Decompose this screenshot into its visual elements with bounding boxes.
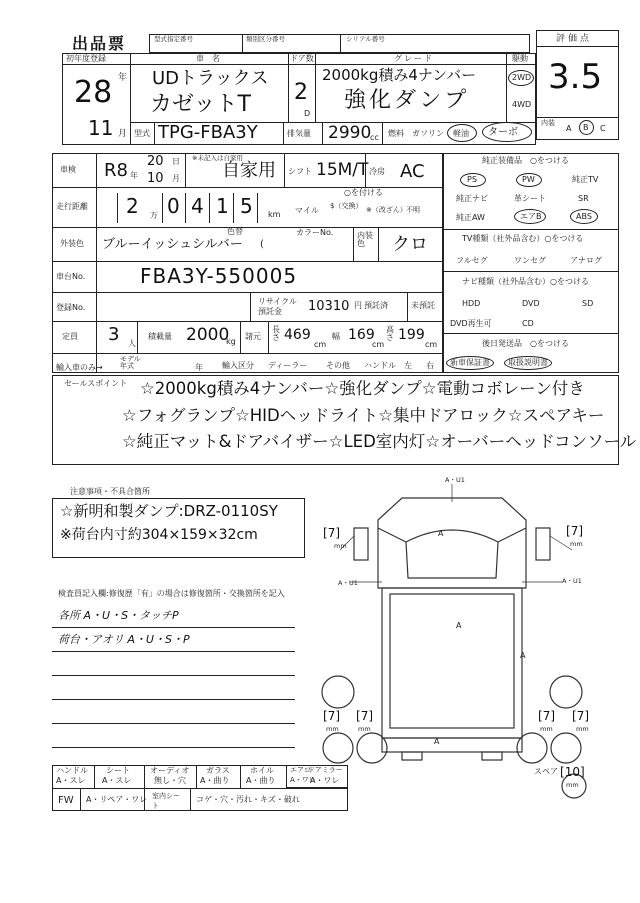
import-handle-label: ハンドル — [364, 361, 396, 370]
month-unit: 月 — [118, 129, 128, 139]
length-unit: cm — [314, 340, 327, 349]
legend-v4: A・曲り — [200, 776, 230, 785]
tread-rr1: [7] — [538, 709, 556, 723]
year-value: 28 — [74, 75, 113, 110]
legend-h5: ホイル — [250, 766, 274, 775]
inspection-month-unit: 月 — [172, 174, 180, 183]
legend-v6: A・ワレ — [290, 776, 316, 784]
legend-v1: A・スレ — [56, 776, 86, 785]
displacement-value: 2990 — [328, 123, 372, 143]
left-mirror — [354, 528, 368, 560]
mileage-man-unit: 万 — [150, 211, 158, 220]
spare-unit: mm — [566, 781, 579, 789]
height-value: 199 — [398, 327, 425, 343]
inspector-line2: 荷台・アオリ A・U・S・P — [58, 633, 190, 646]
interior-color-label: 内装色 — [357, 231, 373, 248]
eq-leather: 革シート — [514, 194, 546, 203]
rear-left-wheel-outer — [323, 733, 353, 763]
model-type-label: 型式 — [134, 129, 150, 138]
color-paren: ( — [260, 239, 264, 250]
inspection-day: 20 — [147, 154, 164, 169]
right-mirror — [536, 528, 550, 560]
legend-v3: 無し・穴 — [154, 776, 186, 785]
legend-v7-text: A・ワレ — [310, 776, 340, 785]
navi-dvd: DVD — [522, 299, 540, 308]
sales-line2: ☆フォグランプ☆HIDヘッドライト☆集中ドアロック☆スペアキー — [122, 406, 605, 425]
tread-rr1-unit: mm — [540, 725, 553, 733]
tread-rl2-unit: mm — [358, 725, 371, 733]
width-label: 幅 — [332, 332, 340, 341]
height-unit: cm — [425, 340, 438, 349]
year-unit: 年 — [118, 73, 128, 83]
sheet-title: 出品票 — [72, 34, 127, 53]
car-name-label: 車名 — [196, 54, 228, 63]
tread-rl2: [7] — [356, 709, 374, 723]
drive-2wd: 2WD — [512, 73, 532, 82]
import-right: 右 — [426, 361, 434, 370]
model-year-label: モデル年式 — [120, 355, 141, 370]
dims-label: 諸元 — [245, 332, 261, 341]
diagram-au-left: A・U1 — [338, 579, 358, 587]
dvd-play: DVD再生可 — [450, 319, 492, 328]
color-note: 色替 — [227, 227, 243, 236]
doors-label: ドア数 — [290, 54, 314, 63]
spare-label: スペア — [534, 767, 558, 776]
capacity-unit: 人 — [128, 339, 136, 348]
tread-fl: [7] — [323, 526, 341, 540]
fuel-turbo: ターボ — [488, 127, 518, 138]
import-other: その他 — [326, 361, 350, 370]
color-value: ブルーイッシュシルバー — [102, 237, 243, 252]
inspector-line1: 各所 A・U・S・タッチP — [58, 609, 179, 622]
mileage-digit-2: 4 — [191, 194, 204, 218]
legend-h1: ハンドル — [56, 766, 88, 775]
displacement-unit: cc — [370, 133, 379, 142]
recycle-not-deposited: 未預託 — [411, 301, 435, 310]
recycle-deposited: 預託済 — [364, 301, 388, 310]
cargo-bed — [382, 588, 522, 738]
notes-line2: ※荷台内寸約304×159×32cm — [60, 527, 258, 543]
drive-4wd: 4WD — [512, 100, 532, 109]
legend-v5: A・曲り — [246, 776, 276, 785]
tread-rl1-unit: mm — [326, 725, 339, 733]
score-label: 評価点 — [556, 34, 593, 44]
rear-bumper — [382, 738, 522, 752]
dvd-cd: CD — [522, 319, 534, 328]
month-value: 11 — [88, 116, 114, 140]
import-dealer: ディーラー — [268, 361, 308, 370]
score-value: 3.5 — [548, 57, 603, 97]
eq-aw: 純正AW — [456, 213, 485, 222]
interior-c: C — [600, 124, 606, 133]
legend-seat-values: コゲ・穴・汚れ・キズ・破れ — [196, 795, 300, 804]
tread-rr2: [7] — [572, 709, 590, 723]
diagram-cab-a: A — [438, 529, 444, 538]
load-label: 積載量 — [148, 332, 172, 341]
capacity-label: 定員 — [62, 332, 78, 341]
ac-value: AC — [400, 161, 425, 182]
shift-label: シフト — [288, 167, 312, 176]
diagram-au-top: A・U1 — [445, 476, 465, 484]
navi-title: ナビ種類（社外品含む）○をつける — [462, 277, 589, 286]
load-value: 2000 — [186, 325, 230, 345]
tread-rr2-unit: mm — [576, 725, 589, 733]
rear-right-wheel-outer — [551, 733, 581, 763]
registration-label: 登録No. — [56, 303, 86, 312]
shift-value: 15M/T — [316, 160, 369, 180]
grade-line1: 2000kg積み4ナンバー — [322, 66, 477, 84]
eq-sr: SR — [578, 194, 589, 203]
diagram-au-right: A・U1 — [562, 577, 582, 585]
recycle-label: リサイクル預託金 — [258, 297, 297, 316]
width-unit: cm — [372, 340, 385, 349]
interior-a: A — [566, 124, 572, 133]
chassis-value: FBA3Y-550005 — [140, 264, 298, 288]
chassis-label: 車台No. — [56, 272, 86, 281]
windshield — [406, 530, 498, 578]
mileage-label: 走行距離 — [56, 202, 88, 211]
mileage-digit-3: 1 — [216, 194, 229, 218]
eq-tv: 純正TV — [572, 175, 599, 184]
recycle-unit: 円 — [354, 301, 362, 310]
legend-h2: シート — [106, 766, 130, 775]
mileage-digit-1: 0 — [167, 194, 180, 218]
diagram-side-a1: A — [520, 651, 526, 660]
car-name-value: カゼットT — [150, 92, 251, 117]
color-no-label: カラーNo. — [296, 228, 334, 237]
tread-fl-unit: mm — [334, 542, 347, 550]
inspection-era-unit: 年 — [130, 171, 138, 180]
model-code-label: 型式指定番号 — [154, 35, 193, 43]
interior-label: 内装 — [541, 119, 555, 127]
recycle-value: 10310 — [308, 299, 350, 314]
vehicle-diagram — [310, 470, 630, 800]
legend-h4: ガラス — [206, 766, 230, 775]
first-reg-label: 初年度登録 — [66, 54, 106, 63]
navi-sd: SD — [582, 299, 594, 308]
tread-fr-unit: mm — [570, 540, 583, 548]
tread-fr: [7] — [566, 524, 584, 538]
mileage-tamper: ※（改ざん） — [366, 206, 407, 214]
legend-h7-text: ドアミラー — [308, 766, 343, 774]
later-manual: 取扱説明書 — [508, 358, 548, 367]
grade-label: グレード — [394, 54, 434, 63]
eq-airbag: エアB — [520, 212, 542, 221]
legend-h3: オーディオ — [150, 766, 190, 775]
eq-ps: PS — [467, 175, 477, 184]
mileage-man: 2 — [126, 194, 139, 218]
inspection-use: 自家用 — [222, 160, 276, 181]
mileage-digit-4: 5 — [240, 194, 253, 218]
tv-title: TV種類（社外品含む）○をつける — [462, 234, 584, 243]
import-left: 左 — [404, 361, 412, 370]
model-year-unit: 年 — [195, 363, 203, 372]
height-label: 高さ — [386, 325, 394, 342]
legend-fw-values: A・リペア・ワレ — [86, 795, 148, 804]
color-label: 外装色 — [60, 239, 84, 248]
mileage-mile: マイル — [295, 206, 319, 215]
tv-analog: アナログ — [570, 256, 602, 265]
front-right-wheel — [550, 676, 582, 708]
sales-label: セールスポイント — [64, 379, 128, 388]
navi-hdd: HDD — [462, 299, 481, 308]
displacement-label: 排気量 — [287, 129, 311, 138]
equipment-title: 純正装備品 ○をつける — [482, 156, 569, 165]
front-left-wheel — [322, 676, 354, 708]
serial-label: シリアル番号 — [346, 35, 385, 43]
eq-pw: PW — [522, 175, 535, 184]
doors-value: 2 — [294, 80, 308, 105]
mileage-circle-hint: ○を付ける — [344, 188, 383, 197]
spare-value: [10] — [560, 765, 585, 779]
inspection-label: 車検 — [60, 165, 76, 174]
load-unit: kg — [226, 337, 236, 346]
ac-label: 冷房 — [369, 167, 385, 176]
notes-line1: ☆新明和製ダンプ:DRZ-0110SY — [60, 502, 278, 520]
import-label: 輸入車のみ→ — [56, 363, 103, 372]
length-label: 長さ — [272, 325, 280, 342]
legend-seat-label: 室内シート — [152, 792, 180, 810]
later-warranty: 新車保証書 — [450, 358, 490, 367]
grade-line2: 強化ダンプ — [344, 88, 470, 113]
model-type-value: TPG-FBA3Y — [158, 122, 258, 143]
legend-fw: FW — [58, 795, 74, 806]
inspection-note: ※未記入は自家用 — [192, 154, 243, 162]
mileage-exchange: $（交換） — [330, 202, 363, 210]
class-code-label: 類別区分番号 — [246, 35, 285, 43]
legend-h6: エアロ — [290, 766, 311, 774]
notes-label: 注意事項・不具合箇所 — [70, 487, 150, 496]
interior-color-value: クロ — [392, 234, 428, 255]
later-title: 後日発送品 ○をつける — [482, 339, 569, 348]
fuel-diesel: 軽油 — [453, 129, 469, 138]
diagram-bed-a: A — [456, 621, 462, 630]
fuel-gas: ガソリン — [412, 129, 444, 138]
capacity-value: 3 — [108, 324, 120, 345]
cab-outline — [378, 498, 526, 588]
inspection-month: 10 — [147, 171, 164, 186]
length-value: 469 — [284, 327, 311, 343]
mileage-unit: km — [268, 210, 281, 219]
inspection-day-unit: 日 — [172, 157, 180, 166]
maker-value: UDトラックス — [152, 68, 269, 89]
tv-oneseg: ワンセグ — [514, 256, 546, 265]
drive-label: 駆動 — [512, 54, 528, 63]
mileage-unknown: 不明 — [406, 206, 420, 214]
sales-line1: ☆2000kg積み4ナンバー☆強化ダンプ☆電動コボレーン付き — [140, 379, 585, 398]
inspector-label: 検査員記入欄:修復歴「有」の場合は修復箇所・交換箇所を記入 — [58, 589, 285, 598]
tread-rl1: [7] — [323, 709, 341, 723]
tv-fullseg: フルセグ — [456, 256, 488, 265]
doors-suffix: D — [304, 109, 311, 118]
diagram-side-a2: A — [434, 737, 440, 746]
import-type-label: 輸入区分 — [222, 361, 254, 370]
sales-line3: ☆純正マット&ドアバイザー☆LED室内灯☆オーバーヘッドコンソール — [122, 432, 637, 451]
width-value: 169 — [348, 327, 375, 343]
fuel-label: 燃料 — [388, 129, 404, 138]
eq-navi: 純正ナビ — [456, 194, 488, 203]
eq-abs: ABS — [576, 212, 592, 221]
interior-b: B — [583, 123, 589, 132]
inspection-era: R8 — [104, 160, 128, 181]
legend-v2: A・スレ — [102, 776, 132, 785]
